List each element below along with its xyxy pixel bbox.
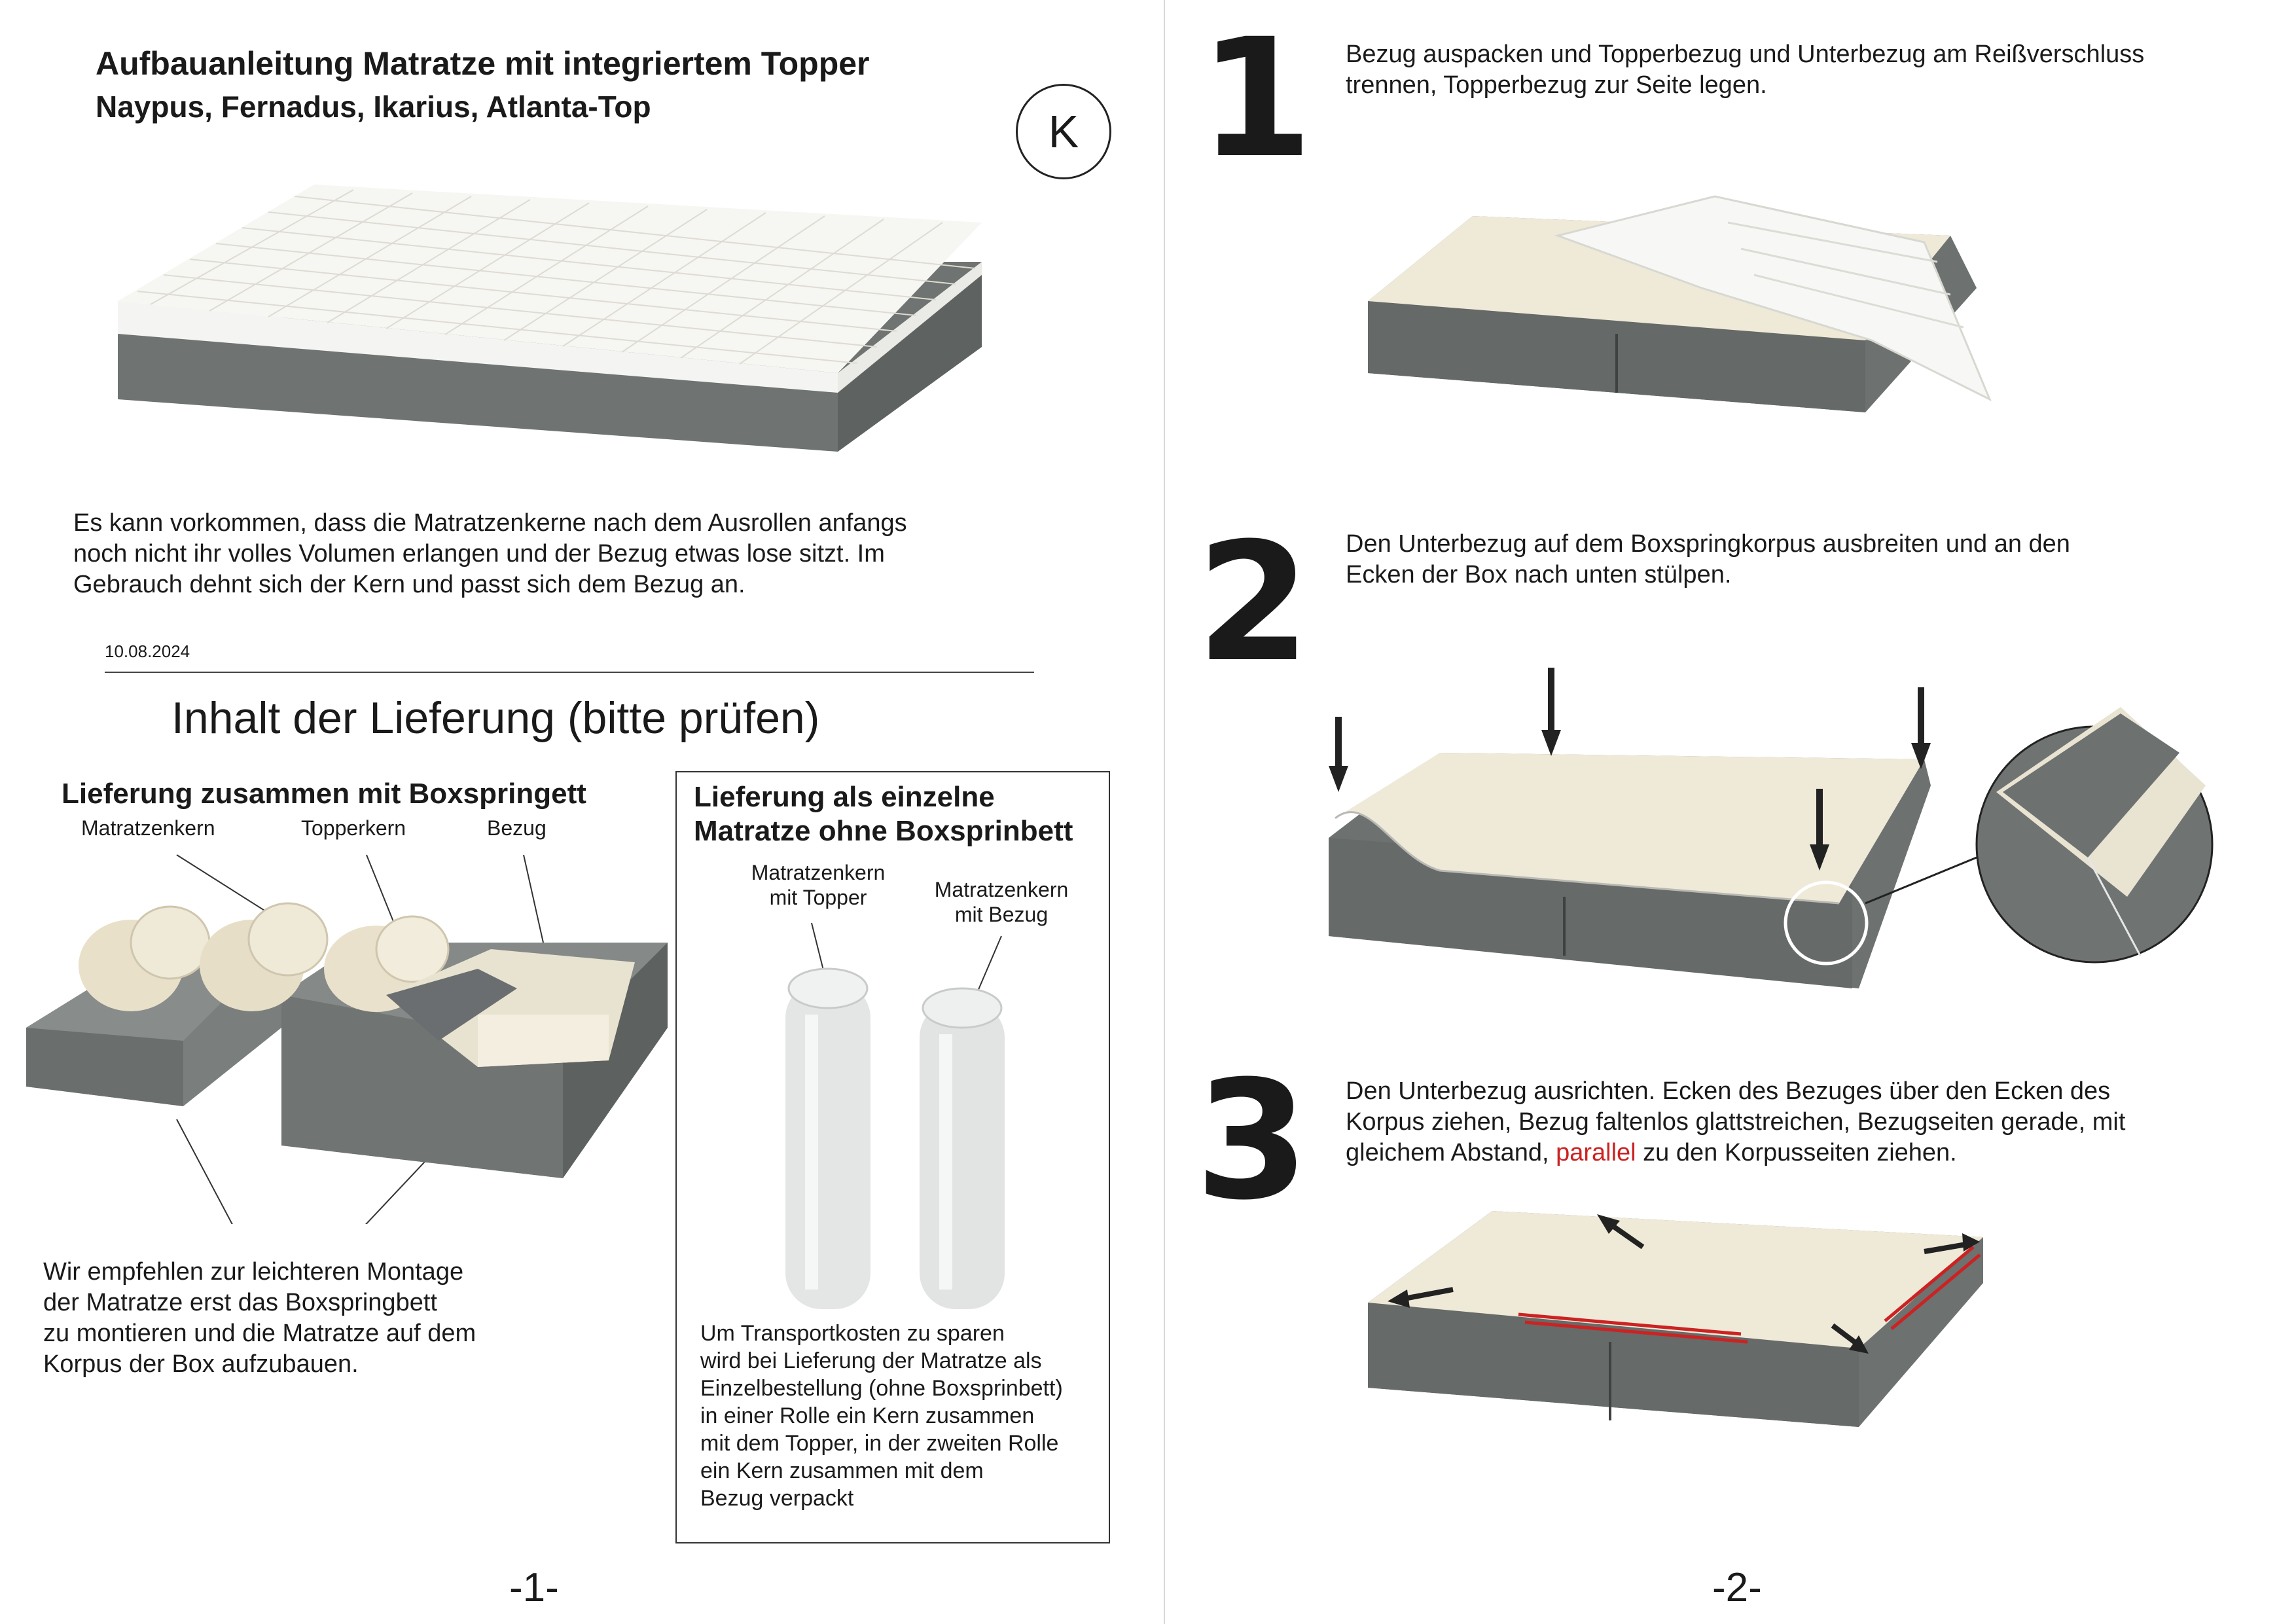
note-line: Wir empfehlen zur leichteren Montage [43,1258,464,1286]
note-line: Bezug verpackt [700,1486,854,1511]
step-3-text [1346,1076,2288,1168]
single-heading-line: Matratze ohne Boxsprinbett [694,815,1073,847]
mattress-with-topper-image [111,177,995,465]
delivery-contents-heading: Inhalt der Lieferung (bitte prüfen) [171,693,820,743]
step-text-line: Den Unterbezug ausrichten. Ecken des Bezuges über den Ecken des [1346,1077,2111,1105]
step-2-image [1316,661,2284,1001]
note-line: wird bei Lieferung der Matratze als [700,1348,1042,1373]
step-text-segment: gleichem Abstand, [1346,1139,1556,1166]
step-text-segment: zu den Korpusseiten ziehen. [1636,1139,1957,1166]
intro-paragraph [73,508,1022,600]
label-line: mit Bezug [954,903,1049,926]
single-delivery-heading [694,780,1073,848]
document-date: 10.08.2024 [105,641,190,661]
step-text-line: Korpus ziehen, Bezug faltenlos glattstreichen, Bezugseiten gerade, mit [1346,1108,2126,1136]
step-1-text [1346,39,2288,101]
label-line: Matratzenkern [751,861,886,884]
note-line: zu montieren und die Matratze auf dem [43,1320,476,1347]
note-line: Um Transportkosten zu sparen [700,1321,1005,1346]
note-line: Einzelbestellung (ohne Boxsprinbett) [700,1376,1063,1401]
note-line: in einer Rolle ein Kern zusammen [700,1403,1035,1428]
step-2-number: 2 [1196,507,1310,698]
step-1-image [1361,183,2003,425]
label-line: Matratzenkern [934,878,1069,901]
version-letter-badge: K [1016,84,1111,179]
step-3-image [1361,1204,2003,1440]
step-text-line: Ecken der Box nach unten stülpen. [1346,561,1732,588]
page-divider [1164,0,1165,1624]
intro-line: noch nicht ihr volles Volumen erlangen und der Bezug etwas lose sitzt. Im [73,540,885,568]
note-line: der Matratze erst das Boxspringbett [43,1289,437,1316]
section-divider [105,672,1034,673]
label-matratzenkern: Matratzenkern [81,816,215,840]
intro-line: Es kann vorkommen, dass die Matratzenkerne nach dem Ausrollen anfangs [73,509,907,537]
document-subtitle: Naypus, Fernadus, Ikarius, Atlanta-Top [96,90,651,124]
document-title: Aufbauanleitung Matratze mit integriertem Topper [96,45,870,82]
step-text-line: Bezug auspacken und Topperbezug und Unterbezug am Reißverschluss [1346,41,2145,68]
label-topperkern: Topperkern [301,816,406,840]
boxspring-delivery-heading: Lieferung zusammen mit Boxspringett [62,778,586,810]
step-3-number: 3 [1195,1045,1309,1236]
label-roll-topper [740,860,897,910]
single-heading-line: Lieferung als einzelne [694,781,995,813]
step-text-line [1346,1138,2288,1168]
step-text-line: trennen, Topperbezug zur Seite legen. [1346,71,1767,99]
step-text-line: Den Unterbezug auf dem Boxspringkorpus ausbreiten und an den [1346,530,2070,558]
page-number-1: -1- [509,1565,559,1610]
label-line: mit Topper [769,886,867,909]
step-1-number: 1 [1199,3,1313,194]
step-2-text [1346,529,2288,590]
page-number-2: -2- [1712,1565,1762,1610]
boxspring-delivery-image [20,844,687,1224]
parallel-highlight: parallel [1556,1139,1636,1166]
packed-rolls-image [759,916,1034,1322]
boxspring-delivery-note [43,1257,632,1380]
note-line: mit dem Topper, in der zweiten Rolle [700,1431,1059,1456]
note-line: ein Kern zusammen mit dem [700,1458,984,1483]
label-bezug: Bezug [487,816,547,840]
intro-line: Gebrauch dehnt sich der Kern und passt sich dem Bezug an. [73,571,745,598]
note-line: Korpus der Box aufzubauen. [43,1350,359,1378]
single-delivery-note [700,1320,1106,1512]
